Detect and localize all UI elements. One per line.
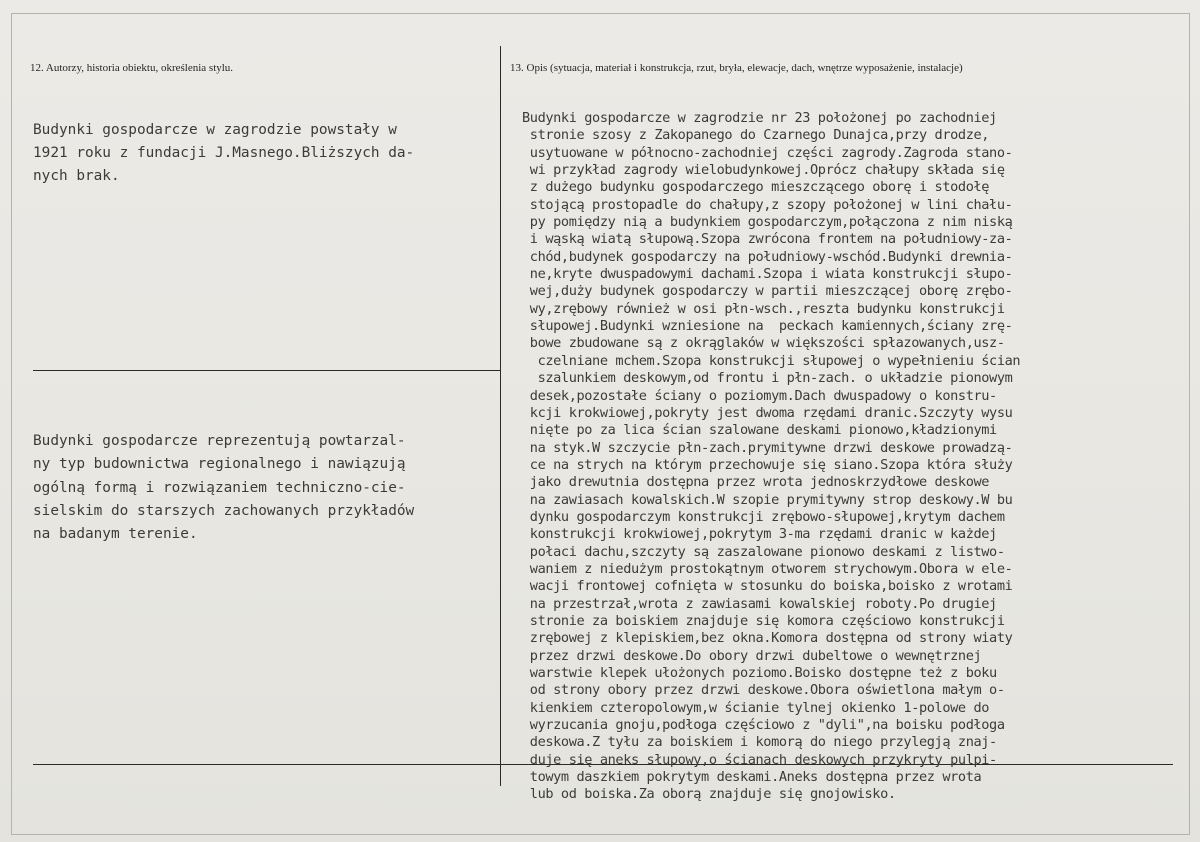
column-divider	[500, 46, 501, 786]
section-13-header: 13. Opis (sytuacja, materiał i konstrukcja, rzut, bryła, elewacje, dach, wnętrze wyposażenie, instalacje)	[510, 62, 963, 74]
style-text: Budynki gospodarcze reprezentują powtarzal- ny typ budownictwa regionalnego i nawiązują ogólną formą i rozwiązaniem techniczno-cie- sielskim do starszych zachowanych przykładów na badanym terenie.	[33, 433, 415, 543]
history-text: Budynki gospodarcze w zagrodzie powstały w 1921 roku z fundacji J.Masnego.Bliższych da- nych brak.	[33, 122, 415, 184]
section-12-header: 12. Autorzy, historia obiektu, określenia stylu.	[30, 62, 234, 74]
left-section-divider	[33, 370, 501, 371]
description-text: Budynki gospodarcze w zagrodzie nr 23 położonej po zachodniej stronie szosy z Zakopanego do Czarnego Dunajca,przy drodze, usytuowane w północno-zachodniej części zagrody.Zagroda stano- wi przykład zagrody wielobudynkowej.Oprócz chałupy składa się z dużego budynku gospodarczego mieszczącego oborę i stodołę stojącą prostopadle do chałupy,z szopy położonej w lini chału- py pomiędzy nią a budynkiem gospodarczym,połączona z nim niską i wąską wiatą słupową.Szopa zwrócona frontem na południowy-za- chód,budynek gospodarczy na południowy-wschód.Budynki drewnia- ne,kryte dwuspadowymi dachami.Szopa i wiata konstrukcji słupo- wej,duży budynek gospodarczy w partii mieszczącej oborę zrębo- wy,zrębowy również w osi płn-wsch.,reszta budynku konstrukcji słupowej.Budynki wzniesione na peckach kamiennych,ściany zrę- bowe zbudowane są z okrąglaków w większości spłazowanych,usz- czelniane mchem.Szopa konstrukcji słupowej o wypełnieniu ścian szalunkiem deskowym,od frontu i płn-zach. o układzie pionowym desek,pozostałe ściany o poziomym.Dach dwuspadowy o konstru- kcji krokwiowej,pokryty jest dwoma rzędami dranic.Szczyty wysu nięte po za lica ścian szalowane deskami pionowo,kładzionymi na styk.W szczycie płn-zach.prymitywne drzwi deskowe prowadzą- ce na strych na którym przechowuje się siano.Szopa która służy jako drewutnia dostępna przez wrota jednoskrzydłowe deskowe na zawiasach kowalskich.W szopie prymitywny strop deskowy.W bu dynku gospodarczym konstrukcji zrębowo-słupowej,krytym dachem konstrukcji krokwiowej,pokrytym 3-ma rzędami dranic w każdej połaci dachu,szczyty są zaszalowane pionowo deskami z listwo- waniem z niedużym prostokątnym otworem strychowym.Obora w ele- wacji frontowej cofnięta w stosunku do boiska,boisko z wrotami na przestrzał,wrota z zawiasami kowalskiej roboty.Po drugiej stronie za boiskiem znajduje się komora częściowo konstrukcji zrębowej z klepiskiem,bez okna.Komora dostępna od strony wiaty przez drzwi deskowe.Do obory drzwi dubeltowe o wewnętrznej warstwie klepek ułożonych poziomo.Boisko dostępne też z boku od strony obory przez drzwi deskowe.Obora oświetlona małym o- kienkiem czteropolowym,w ścianie tylnej okienko 1-polowe do wyrzucania gnoju,podłoga częściowo z "dyli",na boisku podłoga deskowa.Z tyłu za boiskiem i komorą do niego przylegją znaj- duje się aneks słupowy,o ścianach deskowych przykryty pulpi- towym daszkiem pokrytym deskami.Aneks dostępna przez wrota lub od boiska.Za oborą znajduje się gnojowisko.	[522, 110, 1021, 803]
